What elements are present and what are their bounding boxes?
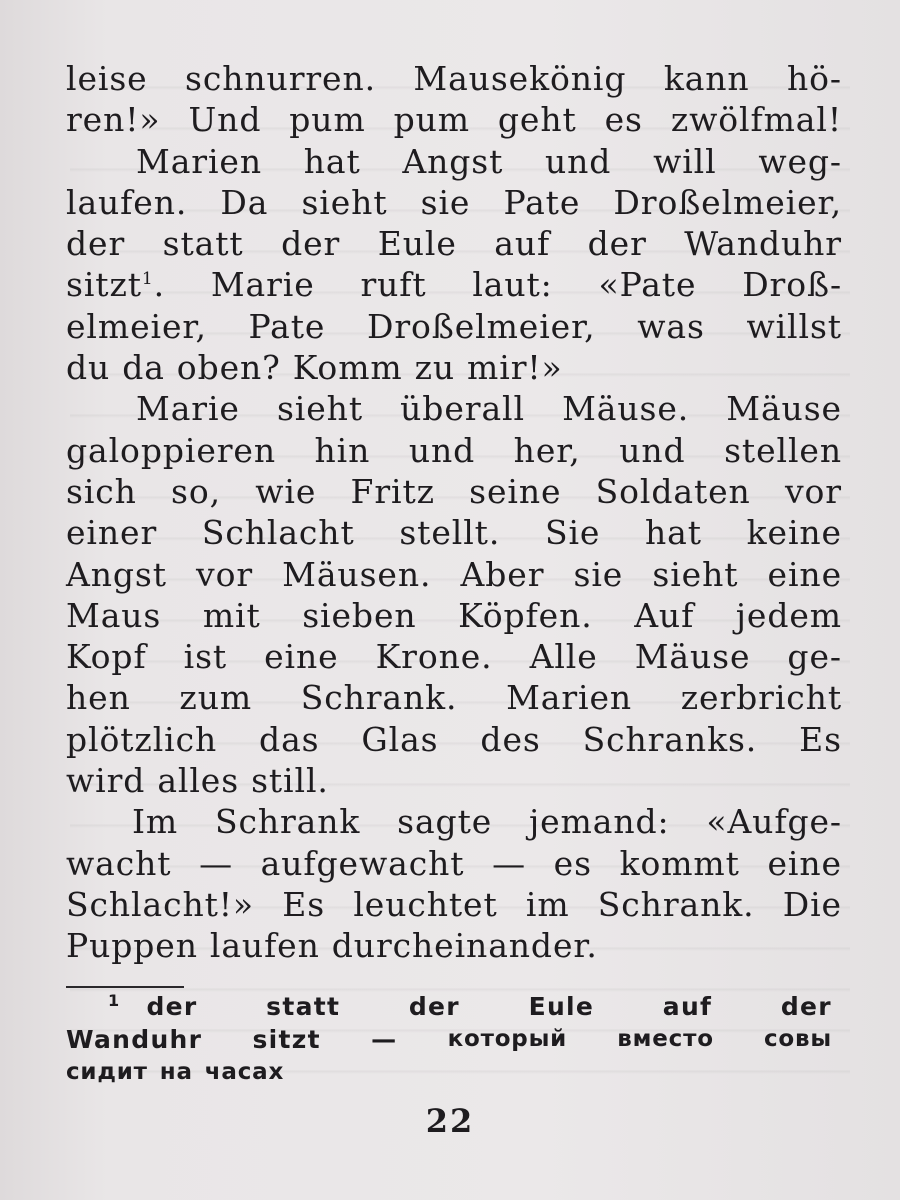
word: her,: [513, 430, 581, 470]
word: Es: [282, 884, 326, 924]
word: willst: [746, 306, 842, 346]
text-line: [66, 512, 842, 553]
text-line: [66, 58, 842, 99]
text-fragment: .: [153, 265, 166, 305]
word: Marie: [210, 265, 315, 305]
word: Eule: [377, 224, 457, 264]
word: Marien: [136, 141, 262, 181]
word: es: [604, 100, 643, 140]
word: hat: [645, 513, 702, 553]
word: pum: [289, 100, 366, 140]
word: eine: [767, 843, 842, 883]
word: Angst: [66, 554, 167, 594]
word: zerbricht: [680, 678, 842, 718]
text-line: [66, 760, 842, 801]
word: des: [480, 719, 541, 759]
word: zum: [179, 678, 253, 718]
word: Pate: [503, 182, 581, 222]
word: leise: [66, 59, 148, 98]
word: seine: [469, 471, 562, 511]
text-line: [66, 141, 842, 182]
word: das: [259, 719, 320, 759]
word: sieht: [301, 182, 388, 222]
word: weg-: [758, 141, 842, 181]
text-line-with-footnote-ref: [66, 264, 842, 305]
word: sieht: [652, 554, 739, 594]
word: Schrank.: [300, 678, 458, 718]
word: galoppieren: [66, 430, 277, 470]
footnote-german-part: [146, 990, 832, 1023]
word: laut:: [472, 265, 553, 305]
word: so,: [171, 471, 222, 511]
word: zwölfmal!: [670, 100, 842, 140]
text-line: [66, 636, 842, 677]
word: wie: [255, 471, 317, 511]
word: kann: [663, 59, 750, 98]
word: ren!»: [66, 100, 161, 140]
word: Krone.: [375, 637, 493, 677]
word: mir!»: [467, 348, 563, 388]
text-line: [66, 801, 842, 842]
word: —: [199, 843, 233, 883]
word: ist: [183, 637, 228, 677]
text-line: [66, 223, 842, 264]
word: im: [525, 884, 570, 924]
footnote-mark: 1: [108, 990, 121, 1010]
word: Aber: [460, 554, 545, 594]
text-line: [66, 843, 842, 884]
footnote-divider: [66, 986, 184, 988]
word: elmeier,: [66, 306, 207, 346]
word: geht: [497, 100, 577, 140]
word: der: [146, 992, 198, 1021]
word: stellt.: [399, 513, 501, 553]
word: Und: [188, 100, 262, 140]
word: der: [780, 992, 832, 1021]
word: Schlacht!»: [66, 884, 255, 924]
word: Mausekönig: [413, 59, 627, 98]
word: Angst: [402, 141, 504, 181]
word: Da: [220, 182, 269, 222]
word: eine: [767, 554, 842, 594]
word: сидит: [66, 1059, 148, 1085]
word: Droßelmeier,: [366, 306, 596, 346]
word: Marie: [136, 389, 240, 429]
text-line: [66, 925, 842, 966]
footnote-line: [66, 1056, 832, 1089]
word: Schrank: [214, 802, 361, 842]
word: sie: [573, 554, 624, 594]
page-number: 22: [425, 1102, 475, 1140]
word: es: [553, 843, 592, 883]
text-line: [66, 884, 842, 925]
text-line: [66, 719, 842, 760]
word: statt: [162, 224, 244, 264]
footnote: [66, 990, 832, 1089]
word: will: [653, 141, 717, 181]
word: zu: [414, 348, 456, 388]
footnote-line: [66, 1023, 832, 1056]
word: hin: [314, 430, 371, 470]
word: keine: [746, 513, 842, 553]
word: durcheinander.: [331, 926, 598, 966]
word: Mäuse: [726, 389, 842, 429]
word: still.: [251, 761, 329, 801]
text-line: [66, 306, 842, 347]
word: überall: [400, 389, 525, 429]
word: leuchtet: [353, 884, 498, 924]
word: вместо: [617, 1026, 714, 1052]
word: Mäuse: [634, 637, 751, 677]
word: Es: [799, 719, 842, 759]
word: der: [408, 992, 460, 1021]
word: на: [159, 1059, 193, 1085]
word: laufen.: [66, 182, 188, 222]
word: sie: [420, 182, 471, 222]
word: plötzlich: [66, 719, 218, 759]
word: Maus: [66, 595, 162, 635]
text-line: [66, 99, 842, 140]
word: und: [619, 430, 686, 470]
footnote-line: [66, 990, 832, 1023]
word: Pate: [248, 306, 326, 346]
word: alles: [157, 761, 240, 801]
word: laufen: [209, 926, 320, 966]
word: vor: [784, 471, 842, 511]
text-fragment: sitzt: [66, 265, 142, 305]
word: Köpfen.: [458, 595, 593, 635]
word: wacht: [66, 843, 172, 883]
word: eine: [264, 637, 339, 677]
word: Auf: [634, 595, 695, 635]
word: auf: [662, 992, 713, 1021]
word: auf: [494, 224, 551, 264]
word: kommt: [619, 843, 740, 883]
word: Schrank.: [597, 884, 755, 924]
word: sitzt: [252, 1025, 321, 1054]
word: was: [637, 306, 705, 346]
paragraph: [66, 388, 842, 801]
word: Kopf: [66, 637, 147, 677]
text-line: [66, 388, 842, 429]
word: Marien: [506, 678, 633, 718]
word: часах: [204, 1059, 285, 1085]
word: который: [447, 1026, 568, 1052]
word: sich: [66, 471, 137, 511]
word: Mäusen.: [282, 554, 432, 594]
word: wird: [66, 761, 146, 801]
word: Glas: [361, 719, 439, 759]
word: ge-: [787, 637, 842, 677]
word: da: [122, 348, 165, 388]
word: Alle: [529, 637, 598, 677]
word: stellen: [724, 430, 842, 470]
word: sieht: [276, 389, 364, 429]
word: du: [66, 348, 111, 388]
paragraph: [66, 801, 842, 966]
word: mit: [202, 595, 261, 635]
word: pum: [393, 100, 470, 140]
word: sagte: [397, 802, 493, 842]
text-line: [66, 595, 842, 636]
word: Die: [782, 884, 842, 924]
word: Schranks.: [582, 719, 758, 759]
word: schnurren.: [185, 59, 377, 98]
word: und: [544, 141, 612, 181]
word: hö-: [787, 59, 842, 98]
word: vor: [196, 554, 254, 594]
main-text: [66, 58, 842, 967]
word: Soldaten: [595, 471, 751, 511]
word: —: [371, 1025, 398, 1054]
word: sieben: [302, 595, 417, 635]
word: aufgewacht: [260, 843, 465, 883]
word: ruft: [360, 265, 427, 305]
word: Komm: [292, 348, 403, 388]
text-line: [66, 182, 842, 223]
text-line: [66, 677, 842, 718]
word: Droß-: [742, 265, 842, 305]
word: Sie: [544, 513, 601, 553]
word: Droßelmeier,: [613, 182, 842, 222]
text-line: [66, 347, 842, 388]
text-line: [66, 430, 842, 471]
word: der: [281, 224, 341, 264]
footnote-reference[interactable]: 1: [141, 269, 154, 290]
word: Schlacht: [201, 513, 355, 553]
word: «Pate: [598, 265, 697, 305]
word: Mäuse.: [562, 389, 690, 429]
paragraph: [66, 58, 842, 141]
word: Wanduhr: [66, 1025, 203, 1054]
word: Fritz: [350, 471, 435, 511]
word: hat: [303, 141, 361, 181]
word: Im: [132, 802, 179, 842]
word: einer: [66, 513, 158, 553]
word: jedem: [735, 595, 842, 635]
word: jemand:: [529, 802, 670, 842]
word: oben?: [176, 348, 281, 388]
text-line: [66, 554, 842, 595]
word: совы: [764, 1026, 832, 1052]
word: hen: [66, 678, 131, 718]
paragraph: [66, 141, 842, 389]
word: der: [66, 224, 126, 264]
word: Puppen: [66, 926, 198, 966]
word: der: [587, 224, 647, 264]
word: statt: [266, 992, 341, 1021]
word: Eule: [528, 992, 595, 1021]
word: Wanduhr: [684, 224, 842, 264]
word: und: [408, 430, 476, 470]
text-line: [66, 471, 842, 512]
word: —: [492, 843, 526, 883]
word: «Aufge-: [706, 802, 842, 842]
